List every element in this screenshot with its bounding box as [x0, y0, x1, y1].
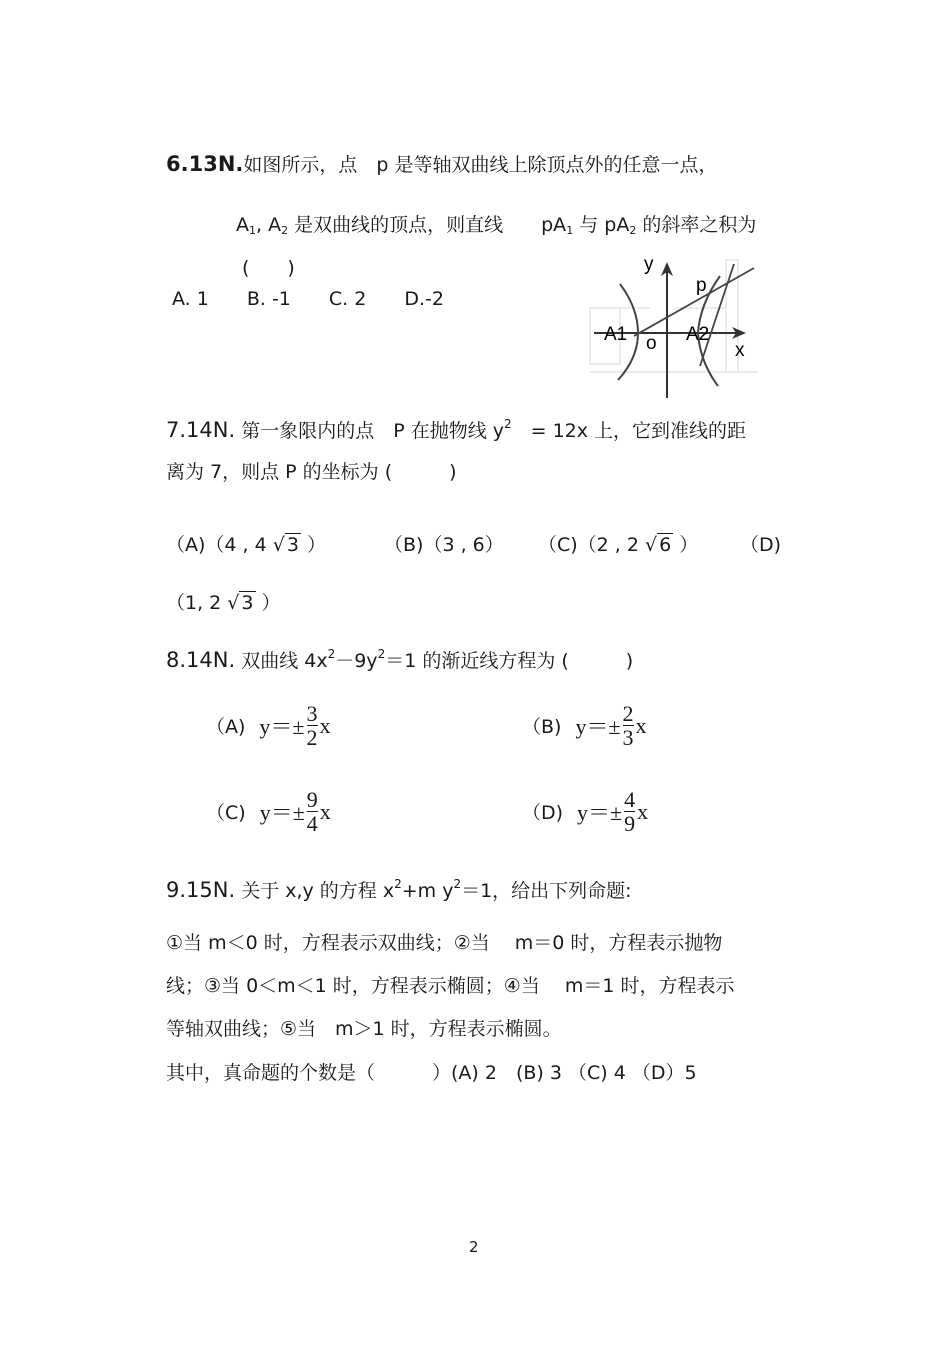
- q8-opt-a-den: 2: [306, 725, 318, 751]
- q8-number: 8.14N.: [166, 648, 236, 672]
- q8-opt-d-rhs: x: [637, 798, 649, 824]
- q9-sup2: 2: [453, 877, 462, 891]
- q8-line1: [166, 646, 633, 673]
- q8-sup2: 2: [377, 647, 386, 661]
- q7-option-a: [166, 530, 326, 557]
- q8-opt-b-label: （B): [522, 716, 562, 739]
- q9-number: 9.15N.: [166, 878, 236, 902]
- q7-opt-a-post: ）: [300, 534, 326, 556]
- q7-option-d-value: [166, 588, 281, 615]
- q8-opt-d-lhs: y＝±: [577, 800, 623, 826]
- q9-line1: [166, 876, 632, 903]
- q7-l1-sup: 2: [503, 417, 512, 431]
- label-x: x: [735, 340, 745, 361]
- q8-opt-c-den: 4: [306, 811, 318, 837]
- hyperbola-figure: [588, 256, 760, 402]
- q6-l2-d: 与 pA: [573, 214, 630, 236]
- q8-option-b: [522, 702, 647, 749]
- q8-opt-c-num: 9: [306, 787, 318, 812]
- q6-l2-d-sub: 2: [629, 224, 637, 237]
- q6-text-line1: 如图所示，点 p 是等轴双曲线上除顶点外的任意一点，: [243, 154, 718, 176]
- q8-opt-c-label: （C): [206, 802, 246, 825]
- q6-line1: [166, 150, 717, 177]
- q9-line4: 等轴双曲线；⑤当 m＞1 时，方程表示椭圆。: [166, 1018, 562, 1040]
- label-y: y: [644, 256, 654, 275]
- q7-option-c: [538, 530, 698, 557]
- q8-sup1: 2: [327, 647, 336, 661]
- q7-l1-a: 第一象限内的点 P 在抛物线 y: [235, 420, 504, 442]
- sqrt-icon: √: [227, 592, 240, 614]
- q8-opt-d-fraction: [624, 788, 635, 835]
- q9-l1-a: 关于 x,y 的方程 x: [235, 880, 395, 902]
- q6-bracket: ( ): [242, 257, 295, 279]
- q8-opt-a-label: （A): [206, 716, 246, 739]
- q9-l1-c: ＝1，给出下列命题:: [461, 880, 632, 902]
- q6-line2: [236, 210, 756, 237]
- label-o: o: [646, 333, 657, 354]
- q8-opt-a-fraction: [307, 702, 318, 749]
- q7-opt-c-pre: （C)（2 , 2: [538, 534, 646, 556]
- q8-opt-b-rhs: x: [635, 712, 647, 738]
- q8-opt-a-num: 3: [306, 701, 318, 726]
- q8-opt-d-label: （D): [522, 802, 564, 825]
- q6-l2-a-sub: 1: [249, 224, 256, 237]
- q6-options: A. 1 B. -1 C. 2 D.-2: [172, 288, 444, 310]
- q7-opt-a-pre: （A)（4 , 4: [166, 534, 273, 556]
- q6-l2-b-sub: 2: [281, 224, 289, 237]
- q7-number: 7.14N.: [166, 418, 236, 442]
- q8-opt-b-den: 3: [622, 725, 634, 751]
- q7-opt-a-rad: 3: [286, 534, 299, 556]
- sqrt-icon: √: [272, 534, 285, 556]
- q6-l2-c-sub: 1: [566, 224, 574, 237]
- q7-line1: [166, 416, 746, 443]
- figure-grid: [590, 260, 758, 372]
- q8-l1-b: －9y: [335, 650, 378, 672]
- q8-opt-c-fraction: [307, 788, 318, 835]
- q9-line5: 其中，真命题的个数是（ ）(A) 2 (B) 3 （C) 4 （D）5: [166, 1062, 697, 1084]
- q8-l1-a: 双曲线 4x: [235, 650, 328, 672]
- q9-line2: ①当 m＜0 时，方程表示双曲线；②当 m＝0 时，方程表示抛物: [166, 932, 723, 954]
- q9-sup1: 2: [394, 877, 402, 891]
- q6-l2-b: , A: [256, 214, 282, 236]
- q8-opt-b-num: 2: [622, 701, 634, 726]
- q8-l1-c: ＝1 的渐近线方程为 ( ): [385, 650, 634, 672]
- q7-opt-d2-post: ）: [255, 592, 281, 614]
- q8-opt-b-lhs: y＝±: [575, 714, 621, 740]
- q9-line3: 线；③当 0＜m＜1 时，方程表示椭圆；④当 m＝1 时，方程表示: [166, 975, 735, 997]
- q8-opt-a-lhs: y＝±: [259, 714, 305, 740]
- q8-opt-b-fraction: [623, 702, 634, 749]
- q8-option-c: [206, 788, 331, 835]
- q8-option-a: [206, 702, 331, 749]
- q7-option-b: （B)（3 , 6）: [384, 534, 504, 556]
- q8-opt-a-rhs: x: [319, 712, 331, 738]
- q6-l2-a: A: [236, 214, 249, 236]
- q8-opt-c-lhs: y＝±: [259, 800, 305, 826]
- q6-l2-e: 的斜率之积为: [636, 214, 757, 236]
- q7-l1-b: = 12x 上，它到准线的距: [511, 420, 747, 442]
- q8-opt-c-rhs: x: [319, 798, 331, 824]
- sqrt-icon: √: [645, 534, 658, 556]
- q7-opt-c-post: ）: [673, 534, 699, 556]
- q8-option-d: [522, 788, 648, 835]
- q7-opt-d2-rad: 3: [241, 592, 254, 614]
- q6-l2-c: 是双曲线的顶点，则直线 pA: [288, 214, 567, 236]
- q8-opt-d-num: 4: [624, 787, 636, 812]
- label-p: p: [696, 275, 707, 296]
- q6-number: 6.13N.: [166, 152, 244, 176]
- label-a2: A2: [686, 324, 710, 345]
- q7-option-d: （D): [740, 534, 782, 556]
- q7-opt-c-rad: 6: [659, 534, 672, 556]
- q7-opt-d2-pre: （1, 2: [166, 592, 228, 614]
- page-number: 2: [469, 1238, 479, 1256]
- label-a1: A1: [604, 324, 628, 345]
- q7-line2: 离为 7，则点 P 的坐标为 ( ): [166, 461, 457, 483]
- q8-opt-d-den: 9: [624, 811, 636, 837]
- q9-l1-b: +m y: [401, 880, 454, 902]
